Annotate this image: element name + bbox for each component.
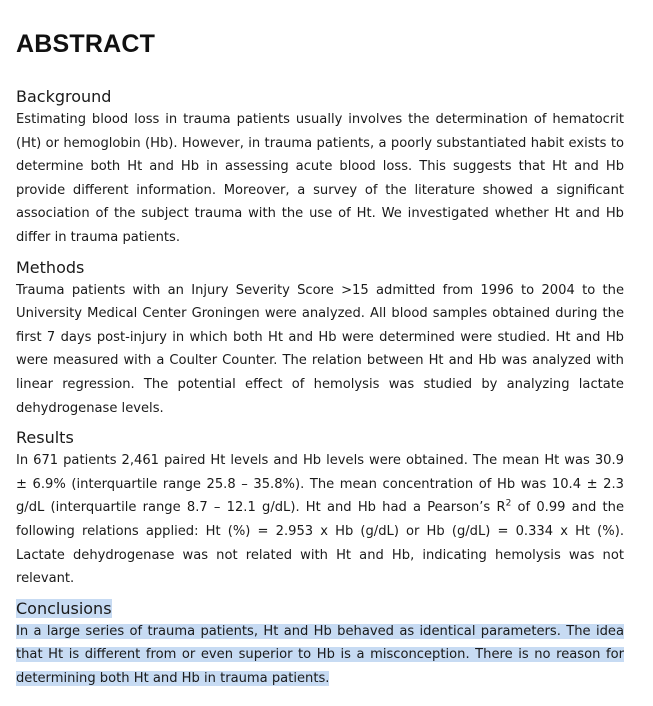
section-heading-methods: Methods bbox=[16, 257, 85, 277]
section-text-conclusions-wrap[interactable] bbox=[16, 620, 624, 691]
section-text-methods[interactable]: Trauma patients with an Injury Severity Score >15 admitted from 1996 to 2004 to the University Medical Center Groningen were analyzed. All blood samples obtained during the first 7 days post-injury in which both Ht and Hb were determined were studied. Ht and Hb were measured with a Coulter Counter. The relation between Ht and Hb was analyzed with linear regression. The potential effect of hemolysis was studied by analyzing lactate dehydrogenase levels. bbox=[16, 282, 624, 416]
results-text-part-1: In 671 patients 2,461 paired Ht levels and Hb levels were obtained. The mean Ht was 30.9 ± 6.9% (interquartile range 25.8 – 35.8%). The mean concentration of Hb was 10.4 ± 2.3 g/dL (interquartile range 8.7 – 12.1 g/dL). Ht and Hb had a Pearson’s R bbox=[16, 453, 624, 516]
section-conclusions bbox=[16, 598, 624, 691]
section-heading-conclusions-wrap bbox=[16, 598, 624, 620]
abstract-page bbox=[16, 28, 624, 697]
section-results bbox=[16, 427, 624, 591]
section-background bbox=[16, 86, 624, 250]
results-text-part-2: of 0.99 and the following relations applied: Ht (%) = 2.953 x Hb (g/dL) or Hb (g/dL) = 0.334 x Ht (%). Lactate dehydrogenase was not related with Ht and Hb, indicating hemolysis was not relevant. bbox=[16, 500, 625, 587]
r-squared-superscript: 2 bbox=[505, 498, 512, 509]
section-text-conclusions: In a large series of trauma patients, Ht and Hb behaved as identical parameters. The idea that Ht is different from or even superior to Hb is a misconception. There is no reason for determining both Ht and Hb in trauma patients. bbox=[16, 623, 624, 686]
section-heading-conclusions: Conclusions bbox=[16, 598, 112, 618]
section-methods bbox=[16, 257, 624, 421]
section-text-results[interactable] bbox=[16, 449, 624, 591]
section-heading-results: Results bbox=[16, 428, 74, 448]
section-text-background[interactable]: Estimating blood loss in trauma patients usually involves the determination of hematocrit (Ht) or hemoglobin (Hb). However, in trauma patients, a poorly substantiated habit exists to determine both Ht and Hb in assessing acute blood loss. This suggests that Ht and Hb provide different information. Moreover, a survey of the literature showed a significant association of the subject trauma with the use of Ht. We investigated whether Ht and Hb differ in trauma patients. bbox=[16, 112, 624, 245]
section-heading-background: Background bbox=[16, 87, 112, 106]
abstract-title: ABSTRACT bbox=[16, 30, 156, 58]
